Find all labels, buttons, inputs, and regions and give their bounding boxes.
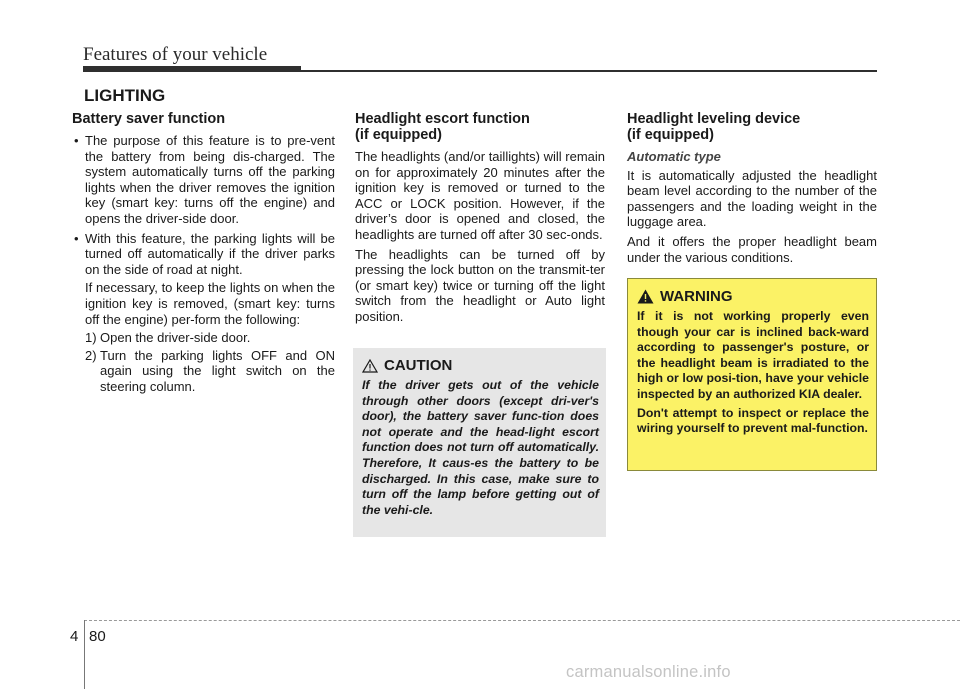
step-number: 1) <box>85 330 97 346</box>
step-text: Open the driver-side door. <box>100 330 251 346</box>
escort-paragraph-1: The headlights (and/or taillights) will remain on for approximately 20 minutes after the ignition key is removed or turned to the ACC or LOCK position. However, if the driver’s door is opened and closed, the headlights are turned off after 30 sec-onds. <box>355 149 606 242</box>
leveling-heading <box>627 111 877 143</box>
caution-header <box>362 357 599 374</box>
warning-text-1: If it is not working properly even though your car is inclined back-ward according to passenger's posture, or the headlight beam is irradiated to the high or low posi-tion, have your vehicle inspected by an authorized KIA dealer. <box>637 309 869 401</box>
battery-saver-list <box>70 133 335 395</box>
escort-paragraph-2: The headlights can be turned off by pressing the lock button on the transmit-ter (or smart key) twice or turning off the light switch from the headlight or Auto light position. <box>355 246 605 324</box>
caution-label: CAUTION <box>384 357 453 374</box>
leveling-column <box>627 111 877 269</box>
leveling-subtype: Automatic type <box>627 149 721 164</box>
footer-divider <box>84 620 85 689</box>
leveling-heading-line2: (if equipped) <box>627 127 714 143</box>
header-title: Features of your vehicle <box>83 44 268 65</box>
bullet-paragraph: If necessary, to keep the lights on when the ignition key is removed, (smart key: turns off the engine) per-form the following: <box>85 280 335 327</box>
steps-list <box>85 330 335 394</box>
escort-column <box>355 111 605 329</box>
footer-rule <box>84 620 960 621</box>
escort-heading-line1: Headlight escort function <box>355 111 530 127</box>
header-rule-thin <box>301 70 877 72</box>
list-item <box>70 231 335 395</box>
step-item <box>85 348 335 395</box>
step-number: 2) <box>85 347 97 363</box>
bullet-text: With this feature, the parking lights will be turned off automatically if the driver parks on the side of road at night. <box>85 230 335 277</box>
warning-box <box>627 278 877 471</box>
step-text: Turn the parking lights OFF and ON again using the light switch on the steering column. <box>100 347 335 394</box>
watermark: carmanualsonline.info <box>566 663 731 681</box>
warning-text-2: Don't attempt to inspect or replace the wiring yourself to prevent mal-function. <box>637 405 869 436</box>
caution-box <box>353 348 606 537</box>
page-number: 80 <box>89 628 106 645</box>
step-item <box>85 330 335 346</box>
chapter-number: 4 <box>70 628 79 645</box>
battery-saver-column <box>70 111 335 399</box>
warning-header <box>637 288 869 305</box>
escort-heading <box>355 111 605 143</box>
leveling-paragraph-2: And it offers the proper headlight beam under the various conditions. <box>627 233 877 265</box>
escort-heading-line2: (if equipped) <box>355 127 442 143</box>
caution-text: If the driver gets out of the vehicle through other doors (except dri-ver's door), the battery saver func-tion does not operate and the head-light escort function does not turn off automatically. Therefore, It caus-es the battery to be discharged. In this case, make sure to turn off the lamp before getting out of the vehi-cle. <box>362 378 599 517</box>
list-item <box>70 133 335 227</box>
warning-triangle-icon <box>637 289 654 304</box>
header-rule-thick <box>83 66 301 72</box>
leveling-paragraph-1: It is automatically adjusted the headlight beam level according to the number of the passengers and the loading weight in the luggage area. <box>627 167 877 230</box>
warning-label: WARNING <box>660 288 733 305</box>
bullet-text: The purpose of this feature is to pre-vent the battery from being dis-charged. The system automatically turns off the parking lights when the driver removes the ignition key (smart key: turns off the engine) and opens the driver-side door. <box>85 133 335 226</box>
battery-saver-heading: Battery saver function <box>72 111 226 127</box>
leveling-heading-line1: Headlight leveling device <box>627 111 801 127</box>
section-title: LIGHTING <box>84 86 166 105</box>
caution-triangle-icon <box>362 359 378 373</box>
